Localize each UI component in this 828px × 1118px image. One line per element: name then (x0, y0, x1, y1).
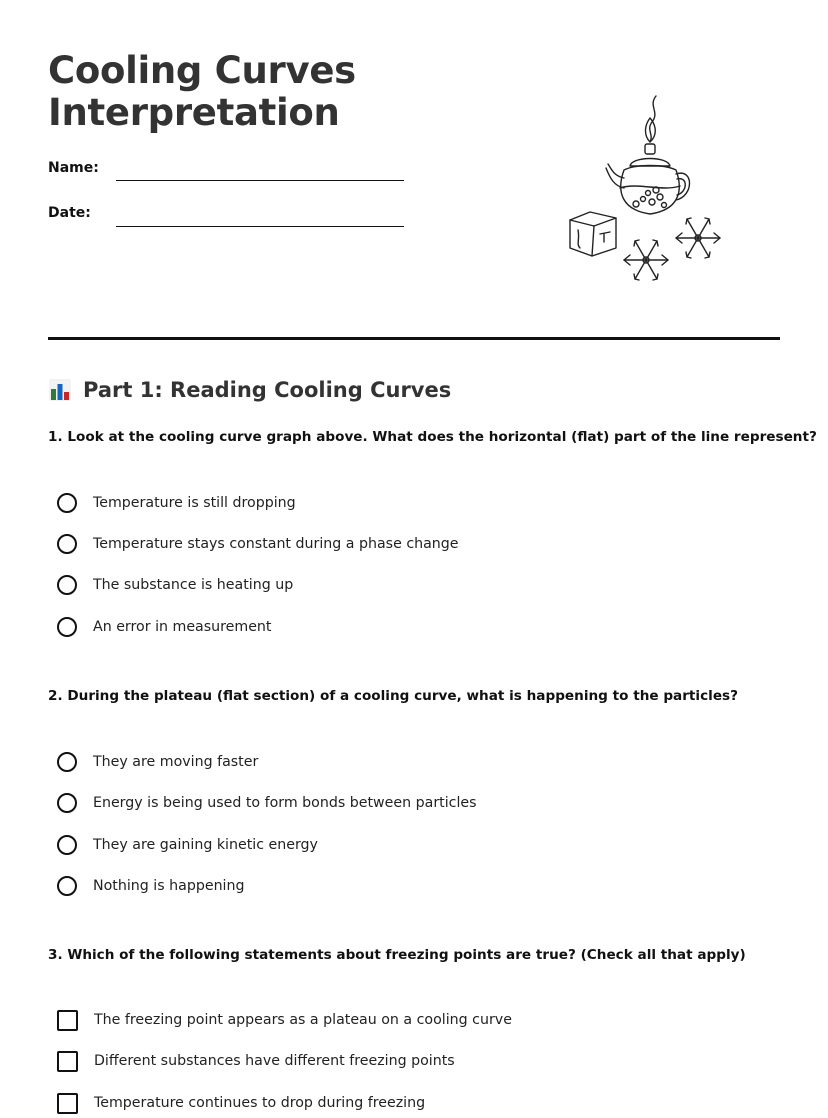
question-3: 3. Which of the following statements about freezing points are true? (Check all that apply) (48, 947, 746, 963)
checkbox[interactable] (57, 1051, 78, 1072)
option-label: Different substances have different freezing points (94, 1053, 455, 1069)
radio-button[interactable] (57, 793, 77, 813)
radio-button[interactable] (57, 835, 77, 855)
snowflake-icon (624, 218, 720, 280)
section-divider (48, 337, 780, 340)
q2-option-3[interactable] (57, 832, 318, 858)
q1-option-1[interactable] (57, 490, 296, 516)
option-label: Temperature is still dropping (93, 495, 296, 511)
radio-button[interactable] (57, 575, 77, 595)
option-label: Temperature stays constant during a phase change (93, 536, 459, 552)
section-heading (48, 374, 451, 406)
q1-option-4[interactable] (57, 614, 272, 640)
q3-option-3[interactable] (57, 1090, 425, 1116)
option-label: The freezing point appears as a plateau on a cooling curve (94, 1012, 512, 1028)
q3-option-1[interactable] (57, 1007, 512, 1033)
section-heading-text: Part 1: Reading Cooling Curves (83, 378, 452, 402)
radio-button[interactable] (57, 534, 77, 554)
option-label: They are moving faster (93, 754, 259, 770)
checkbox[interactable] (57, 1010, 78, 1031)
q3-option-2[interactable] (57, 1048, 455, 1074)
title-line-2: Interpretation (48, 91, 340, 134)
option-label: Energy is being used to form bonds between particles (93, 795, 477, 811)
q1-option-3[interactable] (57, 572, 293, 598)
option-label: They are gaining kinetic energy (93, 837, 318, 853)
cooling-illustration (560, 92, 730, 292)
radio-button[interactable] (57, 876, 77, 896)
q2-option-1[interactable] (57, 749, 258, 775)
checkbox[interactable] (57, 1093, 78, 1114)
q2-option-2[interactable] (57, 790, 477, 816)
bar-chart-icon (48, 378, 72, 402)
option-label: The substance is heating up (93, 577, 294, 593)
option-label: Temperature continues to drop during freezing (94, 1095, 426, 1111)
question-1: 1. Look at the cooling curve graph above. What does the horizontal (flat) part of the line represent? (48, 429, 817, 445)
q1-option-2[interactable] (57, 531, 459, 557)
name-label: Name: (48, 160, 99, 176)
question-2: 2. During the plateau (flat section) of a cooling curve, what is happening to the particles? (48, 688, 739, 704)
option-label: An error in measurement (93, 619, 272, 635)
radio-button[interactable] (57, 493, 77, 513)
q2-option-4[interactable] (57, 873, 245, 899)
radio-button[interactable] (57, 752, 77, 772)
name-field[interactable] (116, 180, 404, 181)
page-title (48, 50, 356, 134)
date-field[interactable] (116, 226, 404, 227)
radio-button[interactable] (57, 617, 77, 637)
teapot-icon (606, 96, 690, 214)
title-line-1: Cooling Curves (48, 49, 356, 92)
date-label: Date: (48, 205, 91, 221)
option-label: Nothing is happening (93, 878, 245, 894)
ice-cube-icon (570, 212, 616, 256)
